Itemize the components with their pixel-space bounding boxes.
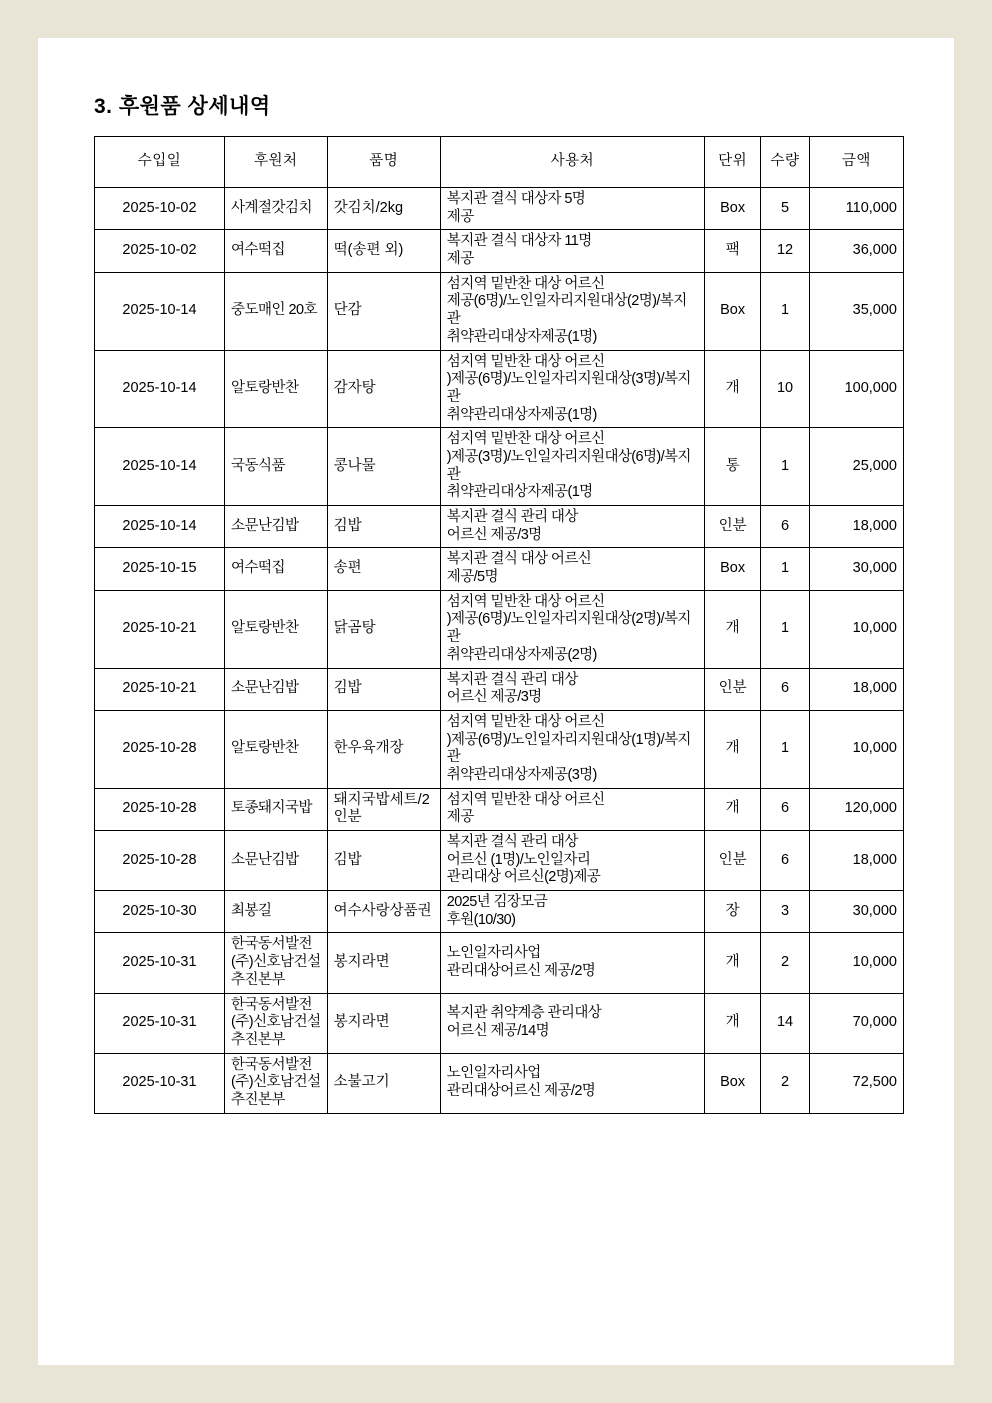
cell-amount: 36,000 [809,230,903,272]
table-row [95,548,904,590]
table-row [95,710,904,788]
cell-unit: Box [704,1053,761,1113]
cell-quantity: 3 [761,891,809,933]
cell-use: 섬지역 밑반찬 대상 어르신 제공 [440,788,704,830]
cell-donor: 토종돼지국밥 [224,788,327,830]
cell-item: 단감 [327,272,440,350]
cell-quantity: 6 [761,506,809,548]
cell-use: 섬지역 밑반찬 대상 어르신 )제공(6명)/노인일자리지원대상(2명)/복지관 취약관리대상자제공(2명) [440,590,704,668]
cell-date: 2025-10-14 [95,506,225,548]
cell-date: 2025-10-28 [95,831,225,891]
cell-unit: 통 [704,428,761,506]
cell-donor: 소문난김밥 [224,668,327,710]
column-header-item: 품명 [327,137,440,188]
cell-use: 복지관 결식 대상 어르신 제공/5명 [440,548,704,590]
cell-item: 갓김치/2kg [327,188,440,230]
cell-donor: 중도매인 20호 [224,272,327,350]
cell-use: 섬지역 밑반찬 대상 어르신 제공(6명)/노인일자리지원대상(2명)/복지관 취약관리대상자제공(1명) [440,272,704,350]
cell-unit: 팩 [704,230,761,272]
cell-unit: 개 [704,933,761,993]
cell-quantity: 5 [761,188,809,230]
cell-donor: 한국동서발전(주)신호남건설추진본부 [224,933,327,993]
cell-donor: 소문난김밥 [224,831,327,891]
table-row [95,350,904,428]
cell-donor: 알토랑반찬 [224,590,327,668]
cell-item: 송편 [327,548,440,590]
cell-unit: 개 [704,788,761,830]
column-header-quantity: 수량 [761,137,809,188]
cell-use: 복지관 결식 대상자 11명 제공 [440,230,704,272]
cell-quantity: 6 [761,788,809,830]
table-row [95,188,904,230]
table-body [95,188,904,1114]
page-title: 3. 후원품 상세내역 [94,95,271,118]
cell-date: 2025-10-14 [95,428,225,506]
cell-amount: 72,500 [809,1053,903,1113]
column-header-donor: 후원처 [224,137,327,188]
cell-quantity: 1 [761,428,809,506]
table-row [95,831,904,891]
cell-item: 한우육개장 [327,710,440,788]
cell-amount: 10,000 [809,710,903,788]
table-row [95,933,904,993]
cell-unit: 인분 [704,668,761,710]
cell-use: 노인일자리사업 관리대상어르신 제공/2명 [440,1053,704,1113]
cell-unit: Box [704,272,761,350]
cell-amount: 100,000 [809,350,903,428]
cell-date: 2025-10-15 [95,548,225,590]
cell-amount: 70,000 [809,993,903,1053]
cell-item: 닭곰탕 [327,590,440,668]
cell-use: 2025년 김장모금 후원(10/30) [440,891,704,933]
cell-date: 2025-10-14 [95,272,225,350]
cell-item: 봉지라면 [327,933,440,993]
cell-donor: 알토랑반찬 [224,350,327,428]
cell-quantity: 1 [761,710,809,788]
cell-unit: 인분 [704,831,761,891]
cell-donor: 소문난김밥 [224,506,327,548]
cell-use: 섬지역 밑반찬 대상 어르신 )제공(3명)/노인일자리지원대상(6명)/복지관 취약관리대상자제공(1명 [440,428,704,506]
cell-amount: 30,000 [809,548,903,590]
cell-donor: 사계절갓김치 [224,188,327,230]
cell-unit: 인분 [704,506,761,548]
cell-quantity: 2 [761,933,809,993]
table-row [95,506,904,548]
cell-amount: 25,000 [809,428,903,506]
cell-donor: 최봉길 [224,891,327,933]
cell-item: 돼지국밥세트/2인분 [327,788,440,830]
cell-item: 감자탕 [327,350,440,428]
cell-quantity: 10 [761,350,809,428]
cell-item: 소불고기 [327,1053,440,1113]
cell-item: 봉지라면 [327,993,440,1053]
cell-amount: 10,000 [809,590,903,668]
cell-donor: 국동식품 [224,428,327,506]
table-row [95,993,904,1053]
cell-unit: 개 [704,590,761,668]
cell-date: 2025-10-14 [95,350,225,428]
cell-date: 2025-10-28 [95,788,225,830]
cell-use: 노인일자리사업 관리대상어르신 제공/2명 [440,933,704,993]
cell-date: 2025-10-31 [95,993,225,1053]
cell-amount: 110,000 [809,188,903,230]
cell-donor: 알토랑반찬 [224,710,327,788]
table-row [95,230,904,272]
table-row [95,788,904,830]
cell-quantity: 1 [761,548,809,590]
cell-use: 복지관 결식 대상자 5명 제공 [440,188,704,230]
cell-quantity: 6 [761,831,809,891]
cell-use: 복지관 결식 관리 대상 어르신 제공/3명 [440,506,704,548]
cell-quantity: 2 [761,1053,809,1113]
cell-amount: 120,000 [809,788,903,830]
cell-amount: 18,000 [809,668,903,710]
donation-detail-table [94,136,904,1114]
cell-unit: 개 [704,710,761,788]
cell-quantity: 1 [761,272,809,350]
table-row [95,891,904,933]
cell-amount: 30,000 [809,891,903,933]
cell-item: 콩나물 [327,428,440,506]
table-row [95,272,904,350]
column-header-use: 사용처 [440,137,704,188]
cell-quantity: 14 [761,993,809,1053]
cell-unit: 개 [704,350,761,428]
cell-item: 김밥 [327,506,440,548]
table-row [95,428,904,506]
document-page [38,38,954,1365]
cell-date: 2025-10-31 [95,933,225,993]
cell-date: 2025-10-21 [95,590,225,668]
table-header-row [95,137,904,188]
column-header-date: 수입일 [95,137,225,188]
cell-date: 2025-10-31 [95,1053,225,1113]
cell-unit: Box [704,188,761,230]
cell-quantity: 1 [761,590,809,668]
cell-donor: 한국동서발전(주)신호남건설추진본부 [224,993,327,1053]
cell-unit: 개 [704,993,761,1053]
cell-date: 2025-10-21 [95,668,225,710]
cell-donor: 한국동서발전(주)신호남건설추진본부 [224,1053,327,1113]
cell-item: 김밥 [327,831,440,891]
cell-amount: 10,000 [809,933,903,993]
cell-amount: 18,000 [809,506,903,548]
cell-item: 김밥 [327,668,440,710]
table-row [95,1053,904,1113]
cell-use: 섬지역 밑반찬 대상 어르신 )제공(6명)/노인일자리지원대상(3명)/복지관 취약관리대상자제공(1명) [440,350,704,428]
cell-item: 떡(송편 외) [327,230,440,272]
cell-unit: 장 [704,891,761,933]
column-header-amount: 금액 [809,137,903,188]
cell-quantity: 12 [761,230,809,272]
column-header-unit: 단위 [704,137,761,188]
cell-item: 여수사랑상품권 [327,891,440,933]
table-row [95,668,904,710]
cell-amount: 18,000 [809,831,903,891]
cell-amount: 35,000 [809,272,903,350]
cell-use: 복지관 결식 관리 대상 어르신 (1명)/노인일자리 관리대상 어르신(2명)제공 [440,831,704,891]
table-row [95,590,904,668]
cell-date: 2025-10-02 [95,188,225,230]
cell-quantity: 6 [761,668,809,710]
cell-use: 섬지역 밑반찬 대상 어르신 )제공(6명)/노인일자리지원대상(1명)/복지관 취약관리대상자제공(3명) [440,710,704,788]
cell-donor: 여수떡집 [224,230,327,272]
cell-use: 복지관 취약계층 관리대상 어르신 제공/14명 [440,993,704,1053]
cell-unit: Box [704,548,761,590]
cell-donor: 여수떡집 [224,548,327,590]
cell-date: 2025-10-02 [95,230,225,272]
cell-use: 복지관 결식 관리 대상 어르신 제공/3명 [440,668,704,710]
cell-date: 2025-10-28 [95,710,225,788]
cell-date: 2025-10-30 [95,891,225,933]
